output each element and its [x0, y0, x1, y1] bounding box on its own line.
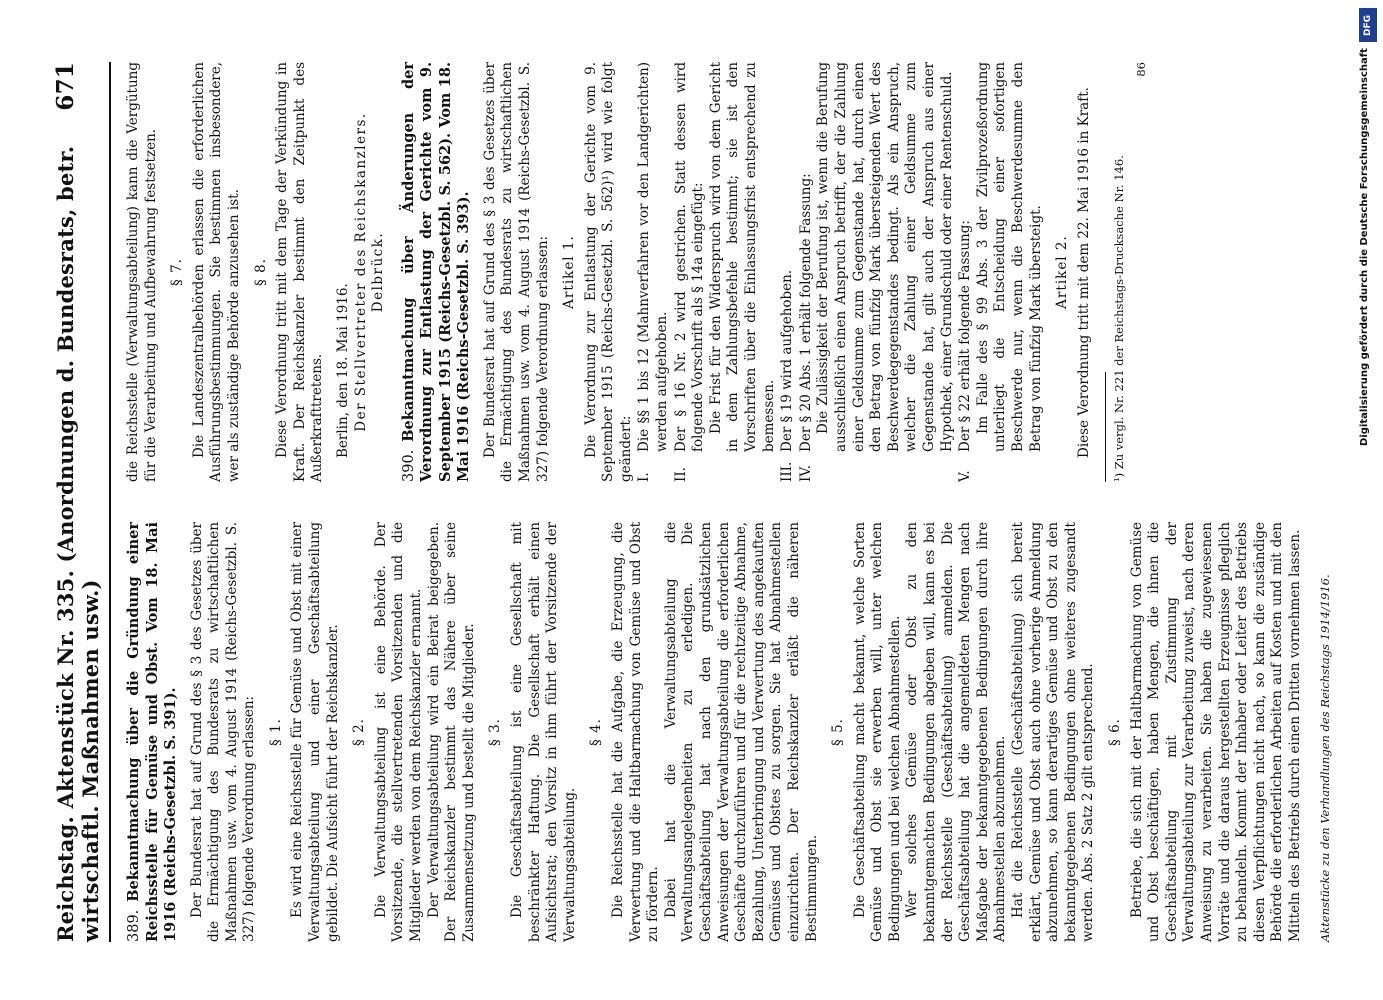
sheet-number: 86 [1133, 62, 1148, 77]
notice-intro: Der Bundesrat hat auf Grund des § 3 des Gesetzes über die Ermächtigung des Bundesrats zu wirtschaftlichen Maßnahmen usw. vom 4. August 1914 (Reichs-Gesetzbl. S. 327) folgende Verordnung erlassen: [188, 522, 258, 942]
item-quoted-text: Die Frist für den Widerspruch wird von dem Gericht in dem Zahlungsbefehle bestimmt; sie ist den Vorschriften über die Einlassungsfrist entsprechend zu bemessen. [707, 62, 777, 452]
notice-intro: Der Bundesrat hat auf Grund des § 3 des Gesetzes über die Ermächtigung des Bundesrats zu wirtschaftlichen Maßnahmen usw. vom 4. August 1914 (Reichs-Gesetzbl. S. 327) folgende Verordnung erlassen: [481, 62, 551, 482]
section-heading: § 5. [830, 718, 847, 746]
section-heading: § 3. [487, 718, 504, 746]
item-text: Der § 16 Nr. 2 wird gestrichen. Statt dessen wird folgende Vorschrift als § 14a eingefügt: [672, 62, 707, 452]
item-text: Der § 20 Abs. 1 erhält folgende Fassung: [797, 173, 814, 452]
footnote-rule [1105, 372, 1106, 482]
item-text: Die §§ 1 bis 12 (Mahnverfahren vor den Landgerichten) werden aufgehoben. [636, 62, 671, 452]
amendment-item [779, 62, 797, 482]
article-text: Diese Verordnung tritt mit dem 22. Mai 1916 in Kraft. [1075, 87, 1092, 458]
item-text: Der § 22 erhält folgende Fassung: [957, 220, 974, 452]
section-paragraph: Es wird eine Reichsstelle für Gemüse und Obst mit einer Verwaltungsabteilung und einer Geschäftsabteilung gebildet. Die Aufsicht führt der Reichskanzler. [289, 522, 341, 942]
notice-title: Bekanntmachung über die Gründung einer Reichsstelle für Gemüse und Obst. Vom 18. Mai 1916 (Reichs-Gesetzbl. S. 391). [125, 522, 179, 942]
section-paragraph: Wer solches Gemüse oder Obst zu den bekanntgemachten Bedingungen abgeben will, kann es bei der Reichsstelle (Geschäftsabteilung) anmelden. Die Geschäftsabteilung hat die angemeldeten Mengen nach Maßgabe der bekanntgegebenen Bedingungen durch ihre Abnahmestellen abzunehmen. [904, 522, 1009, 942]
section-paragraph: Der Verwaltungsabteilung wird ein Beirat beigegeben. Der Reichskanzler bestimmt das Nähere über seine Zusammensetzung und bestellt die Mitglieder. [425, 522, 477, 942]
section-paragraph: Betriebe, die sich mit der Haltbarmachung von Gemüse und Obst beschäftigen, haben Mengen, die ihnen die Geschäftsabteilung mit Zustimmung der Verwaltungsabteilung zur Verarbeitung zuweist, nach deren Anweisung zu verarbeiten. Sie haben die zugewiesenen Vorräte und die daraus hergestellten Erzeugnisse pfleglich zu behandeln. Kommt der Inhaber oder Leiter des Betriebs diesen Verpflichtungen nicht nach, so kann die zuständige Behörde die erforderlichen Arbeiten auf Kosten und mit den Mitteln des Betriebs durch einen Dritten vornehmen lassen. [1128, 522, 1303, 942]
item-quoted-text: Die Zulässigkeit der Berufung ist, wenn die Berufung ausschließlich einen Anspruch betrifft, der die Zahlung einer Geldsumme zum Gegenstande hat, durch einen den Betrag von fünfzig Mark übersteigenden Wert des Beschwerdegegenstandes bedingt. Als ein Anspruch, welcher die Zahlung einer Geldsumme zum Gegenstande hat, gilt auch der Anspruch aus einer Hypothek, einer Grundschuld oder einer Rentenschuld. [815, 62, 955, 452]
article-heading: Artikel 1. [561, 235, 578, 309]
footnote: ¹) Zu vergl. Nr. 221 der Reichstags-Drucksache Nr. 146. [1112, 155, 1127, 482]
amendment-item [636, 62, 671, 482]
section-paragraph: Hat die Reichsstelle (Geschäftsabteilung) sich bereit erklärt, Gemüse und Obst auch ohne vorherige Anmeldung abzunehmen, so kann derartiges Gemüse und Obst zu den bekanntgegebenen Bedingungen ohne weiteres zugesandt werden. Abs. 2 Satz 2 gilt entsprechend. [1010, 522, 1097, 942]
two-column-body [125, 62, 1334, 942]
signatory-role: Der Stellvertreter des Reichskanzlers. [352, 112, 369, 432]
section-paragraph: Die Landeszentralbehörden erlassen die erforderlichen Ausführungsbestimmungen. Sie bestimmen insbesondere, wer als zuständige Behörde anzusehen ist. [190, 62, 242, 482]
notice-390-heading [400, 62, 474, 482]
item-numeral: III. [779, 461, 796, 482]
item-numeral: V. [957, 470, 974, 482]
amendment-item [673, 62, 708, 482]
notice-title: Bekanntmachung über Änderungen der Verordnung zur Entlastung der Gerichte vom 9. September 1915 (Reichs-Gesetzbl. S. 562). Vom 18. Mai 1916 (Reichs-Gesetzbl. S. 393). [399, 62, 473, 482]
header-title: Reichstag. Aktenstück Nr. 335. (Anordnungen d. Bundesrats, betr. wirtschaftl. Maßnahmen usw.) [53, 145, 103, 942]
notice-number: 389. [126, 909, 142, 942]
section-paragraph: Die Reichsstelle hat die Aufgabe, die Erzeugung, die Verwertung und die Haltbarmachung von Gemüse und Obst zu fördern. [609, 522, 662, 942]
section-paragraph: Diese Verordnung tritt mit dem Tage der Verkündung in Kraft. Der Reichskanzler bestimmt den Zeitpunkt des Außerkrafttretens. [274, 62, 326, 482]
page-number: 671 [52, 62, 79, 111]
section-paragraph: Die Geschäftsabteilung macht bekannt, welche Sorten Gemüse und Obst sie erwerben will, unter welchen Bedingungen und bei welchen Abnahmestellen. [851, 522, 903, 942]
item-text: Der § 19 wird aufgehoben. [779, 269, 796, 452]
dfg-credit-strip [1355, 0, 1383, 1000]
item-numeral: IV. [797, 464, 814, 482]
section-paragraph: Die Verwaltungsabteilung ist eine Behörde. Der Vorsitzende, die stellvertretenden Vorsitzenden und die Mitglieder werden von dem Reichskanzler ernannt. [372, 522, 425, 942]
section-heading: § 2. [351, 718, 368, 746]
article-intro: Die Verordnung zur Entlastung der Gerichte vom 9. September 1915 (Reichs-Gesetzbl. S. 562)¹) wird wie folgt geändert: [582, 62, 634, 482]
section-heading: § 1. [267, 718, 284, 746]
dfg-logo: DFG [1359, 8, 1377, 42]
place-date: Berlin, den 18. Mai 1916. [334, 283, 351, 458]
section-heading: § 6. [1107, 718, 1123, 746]
item-numeral: II. [672, 467, 689, 482]
carryover-paragraph: die Reichsstelle (Verwaltungsabteilung) kann die Vergütung für die Verarbeitung und Aufbewahrung festsetzen. [125, 62, 159, 482]
section-paragraph: Die Geschäftsabteilung ist eine Gesellschaft mit beschränkter Haftung. Die Gesellschaft erhält einen Aufsichtsrat; den Vorsitz in ihm führt der Vorsitzende der Verwaltungsabteilung. [509, 522, 578, 942]
running-header [52, 62, 111, 942]
article-heading: Artikel 2. [1054, 235, 1071, 309]
dfg-credit-text: Digitalisierung gefördert durch die Deutsche Forschungsgemeinschaft [1359, 48, 1370, 446]
item-quoted-text: Im Falle des § 99 Abs. 3 der Zivilprozeßordnung unterliegt die Entscheidung einer sofortigen Beschwerde nur, wenn die Beschwerdesumme den Betrag von fünfzig Mark übersteigt. [974, 62, 1044, 452]
section-heading: § 4. [588, 718, 605, 746]
bottom-line: Aktenstücke zu den Verhandlungen des Reichstags 1914/1916. [1317, 574, 1332, 942]
notice-number: 390. [400, 449, 417, 482]
right-column [125, 62, 1334, 502]
notice-389-heading [125, 522, 181, 942]
item-numeral: I. [636, 472, 653, 482]
section-heading: § 8. [252, 258, 269, 286]
amendment-item [798, 62, 816, 482]
section-paragraph: Dabei hat die Verwaltungsabteilung die Verwaltungsangelegenheiten zu erledigen. Die Geschäftsabteilung hat nach den grundsätzlichen Anweisungen der Verwaltungsabteilung die erforderlichen Geschäfte durchzuführen und für die rechtzeitige Abnahme, Bezahlung, Unterbringung und Verwertung des angekauften Gemüses und Obstes zu sorgen. Sie hat Abnahmestellen einzurichten. Der Reichskanzler erläßt die näheren Bestimmungen. [662, 522, 820, 942]
section-heading: § 7. [169, 258, 186, 286]
left-column [125, 502, 1334, 942]
signatory-name: Delbrück. [370, 231, 387, 313]
amendment-item [957, 62, 975, 482]
